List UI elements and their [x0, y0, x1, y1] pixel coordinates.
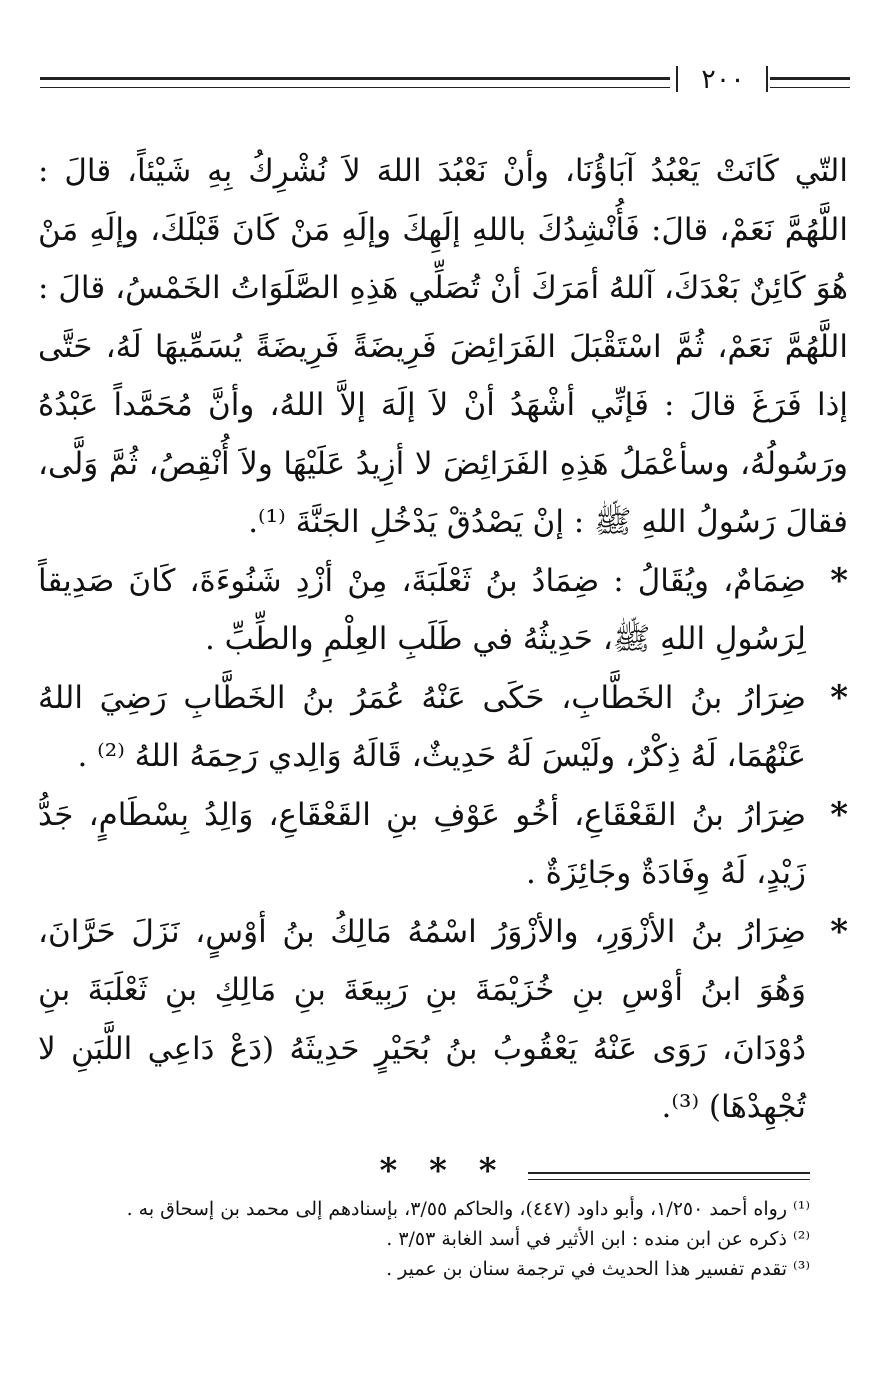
footnote-2: ⁽²⁾ ذكره عن ابن منده : ابن الأثير في أسد الغابة ٣/٥٣ . [386, 1228, 810, 1250]
header-rule-left [40, 77, 670, 88]
opening-paragraph: التّي كَانَتْ يَعْبُدُ آبَاؤُنَا، وأنْ نَعْبُدَ اللهَ لاَ نُشْرِكُ بِهِ شَيْئاً، قالَ : اللَّهُمَّ نَعَمْ، قالَ: فَأُنْشِدُكَ باللهِ إلَهِكَ وإلَهِ مَنْ كَانَ قَبْلَكَ، وإلَهِ مَنْ هُوَ كَائِنٌ بَعْدَكَ، آللهُ أمَرَكَ أنْ تُصَلِّي هَذِهِ الصَّلَوَاتُ الخَمْسُ، قالَ : اللَّهُمَّ نَعَمْ، ثُمَّ اسْتَقْبَلَ الفَرَائِضَ فَرِيضَةً فَرِيضَةً يُسَمِّيهَا لَهُ، حَتَّى إذا فَرَغَ قالَ : فَإنِّي أشْهَدُ أنْ لاَ إلَهَ إلاَّ اللهُ، وأنَّ مُحَمَّداً عَبْدُهُ ورَسُولُهُ، وسأعْمَلُ هَذِهِ الفَرَائِضَ لا أزِيدُ عَلَيْهَا ولاَ أُنْقِصُ، ثُمَّ وَلَّى، فقالَ رَسُولُ اللهِ ﷺ : إنْ يَصْدُقْ يَدْخُلِ الجَنَّةَ ⁽¹⁾. [38, 153, 848, 540]
entry-text: ضِمَامٌ، ويُقَالُ : ضِمَادُ بنُ ثَعْلَبَةَ، مِنْ أزْدِ شَنُوءَةَ، كَانَ صَدِيقاً لِرَسُولِ اللهِ ﷺ، حَدِيثُهُ في طَلَبِ العِلْمِ والطِّبِّ . [38, 562, 806, 657]
section-end-stars: * * * [379, 1150, 507, 1191]
entry-text: ضِرَارُ بنُ القَعْقَاعِ، أخُو عَوْفِ بنِ القَعْقَاعِ، وَالِدُ بِسْطَامٍ، جَدُّ زَيْدٍ، لَهُ وِفَادَةٌ وجَائِزَةٌ . [38, 796, 806, 891]
entry-star-marker: * [830, 677, 848, 718]
footnote-3: ⁽³⁾ تقدم تفسير هذا الحديث في ترجمة سنان بن عمير . [386, 1258, 810, 1280]
header-rule-right [770, 77, 850, 88]
footnote-1: ⁽¹⁾ رواه أحمد ١/٢٥٠، وأبو داود (٤٤٧)، والحاكم ٣/٥٥، بإسنادهم إلى محمد بن إسحاق به . [126, 1198, 810, 1220]
entry-text: ضِرَارُ بنُ الأزْوَرِ، والأزْوَرُ اسْمُهُ مَالِكُ بنُ أوْسٍ، نَزَلَ حَرَّانَ، وَهُوَ ابنُ أوْسِ بنِ خُزَيْمَةَ بنِ رَبِيعَةَ بنِ مَالِكِ بنِ ثَعْلَبَةَ بنِ دُوْدَانَ، رَوَى عَنْهُ يَعْقُوبُ بنُ بُحَيْرٍ حَدِيثَهُ (دَعْ دَاعِي اللَّبَنِ لا تُجْهِدْهَا) ⁽³⁾. [38, 913, 806, 1125]
entry-star-marker: * [830, 911, 848, 952]
entry-star-marker: * [830, 794, 848, 835]
entry-text: ضِرَارُ بنُ الخَطَّابِ، حَكَى عَنْهُ عُمَرُ بنُ الخَطَّابِ رَضِيَ اللهُ عَنْهُمَا، لَهُ ذِكْرٌ، ولَيْسَ لَهُ حَدِيثٌ، قَالَهُ وَالِدي رَحِمَهُ اللهُ ⁽²⁾ . [38, 679, 806, 774]
main-text [38, 142, 848, 1201]
header-separator-right [766, 66, 768, 92]
biography-entry [38, 669, 848, 786]
biography-entry [38, 786, 848, 903]
page-number: ٢٠٠ [701, 64, 745, 95]
footnote-rule [528, 1172, 810, 1180]
entry-star-marker: * [830, 560, 848, 601]
biography-entry [38, 552, 848, 669]
page-header [40, 64, 850, 98]
footnotes [38, 1194, 810, 1284]
biography-entry [38, 903, 848, 1137]
